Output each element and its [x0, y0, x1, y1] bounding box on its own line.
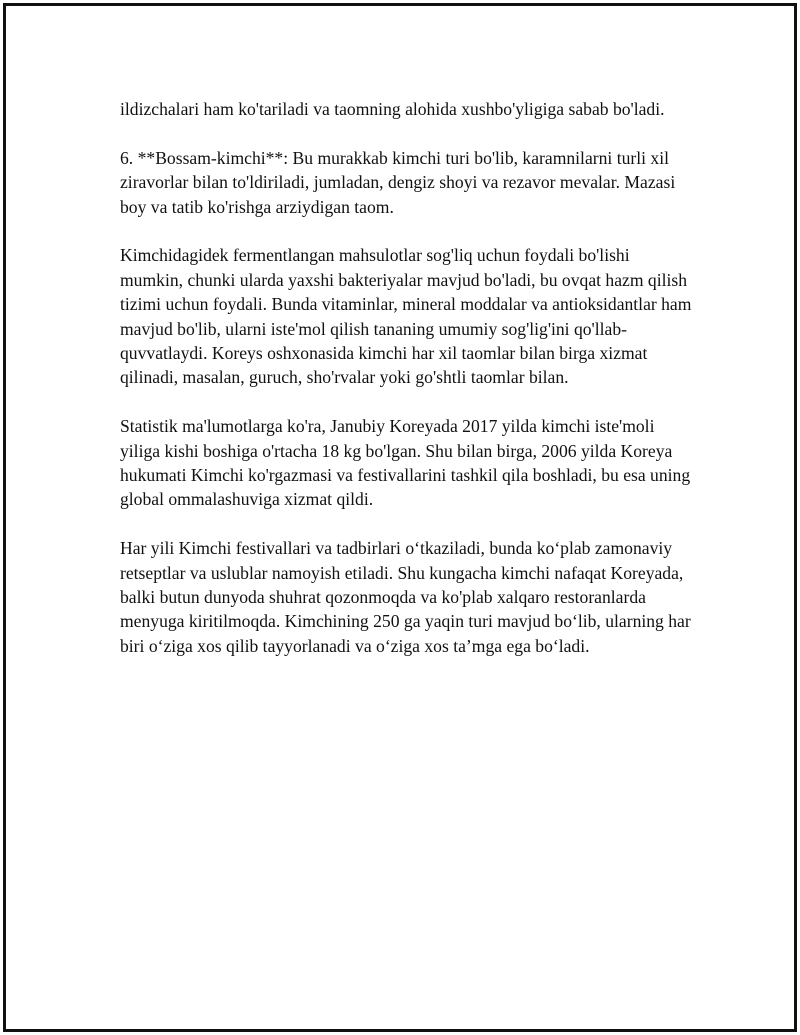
paragraph-statistics: Statistik ma'lumotlarga ko'ra, Janubiy Koreyada 2017 yilda kimchi iste'moli yiliga kishi boshiga o'rtacha 18 kg bo'lgan. Shu bilan birga, 2006 yilda Koreya hukumati Kimchi ko'rgazmasi va festivallarini tashkil qila boshladi, bu esa uning global ommalashuviga xizmat qildi.	[120, 416, 691, 510]
paragraph-health-benefits: Kimchidagidek fermentlangan mahsulotlar sog'liq uchun foydali bo'lishi mumkin, chunki ularda yaxshi bakteriyalar mavjud bo'ladi, bu ovqat hazm qilish tizimi uchun foydali. Bunda vitaminlar, mineral moddalar va antioksidantlar ham mavjud bo'lib, ularni iste'mol qilish tananing umumiy sog'lig'ini qo'llab-quvvatlaydi. Koreys oshxonasida kimchi har xil taomlar bilan birga xizmat qilinadi, masalan, guruch, sho'rvalar yoki go'shtli taomlar bilan.	[120, 245, 692, 388]
paragraph-bossam-kimchi: 6. **Bossam-kimchi**: Bu murakkab kimchi turi bo'lib, karamnilarni turli xil ziravorlar bilan to'ldiriladi, jumladan, dengiz shoyi va rezavor mevalar. Mazasi boy va tatib ko'rishga arziydigan taom.	[120, 147, 676, 217]
document-page	[3, 3, 797, 1032]
document-body	[120, 97, 692, 683]
paragraph-continuation: ildizchalari ham ko'tariladi va taomning alohida xushbo'yligiga sabab bo'ladi.	[120, 99, 665, 119]
paragraph-festivals: Har yili Kimchi festivallari va tadbirlari o‘tkaziladi, bunda ko‘plab zamonaviy retseptlar va uslublar namoyish etiladi. Shu kungacha kimchi nafaqat Koreyada, balki butun dunyoda shuhrat qozonmoqda va ko'plab xalqaro restoranlarda menyuga kiritilmoqda. Kimchining 250 ga yaqin turi mavjud bo‘lib, ularning har biri o‘ziga xos qilib tayyorlanadi va o‘ziga xos ta’mga ega bo‘ladi.	[120, 538, 691, 656]
